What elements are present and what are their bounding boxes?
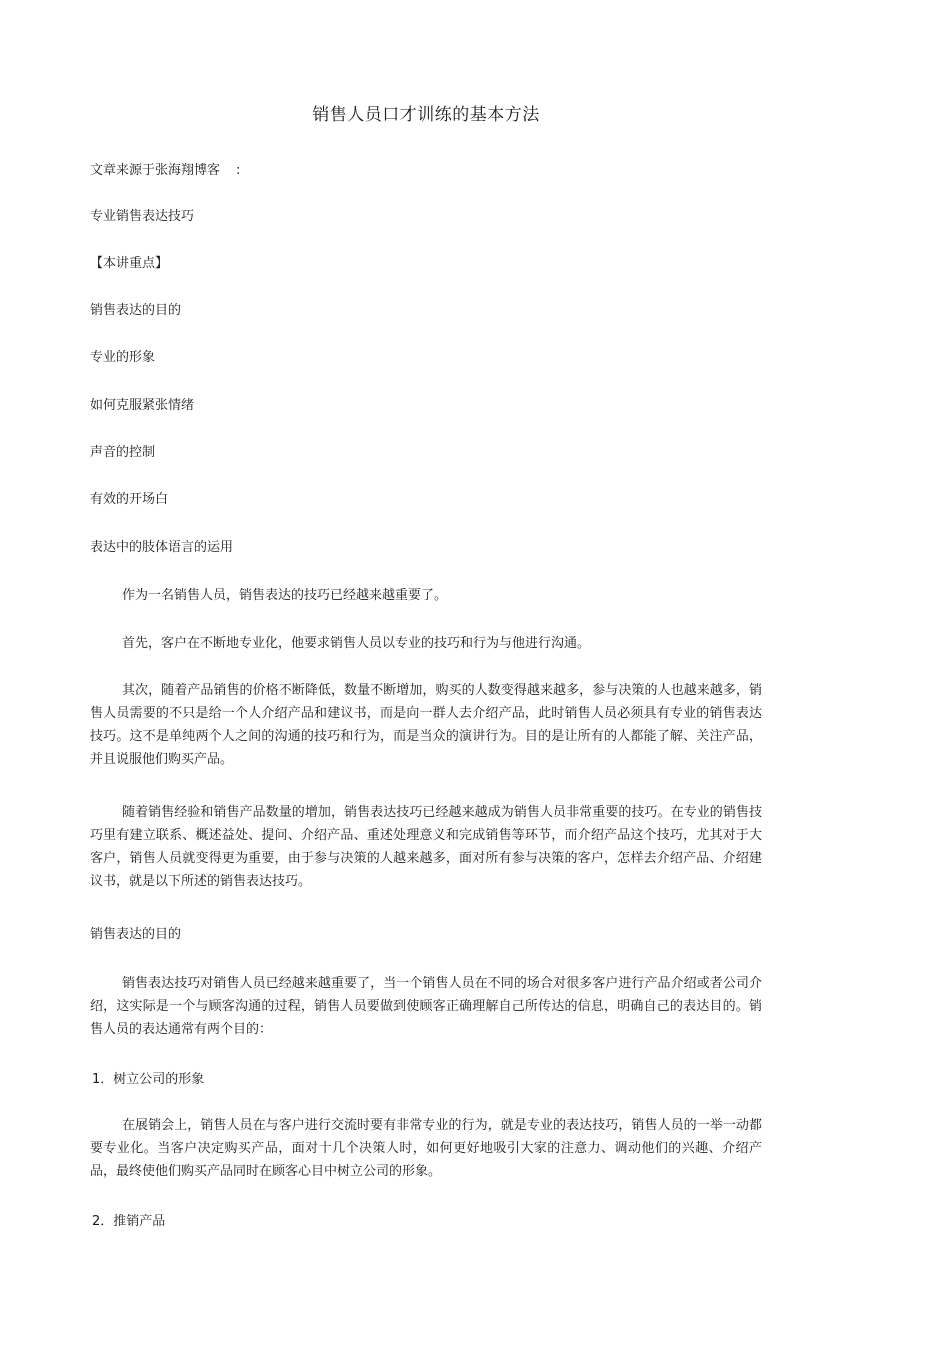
numbered-heading: 1．树立公司的形象 bbox=[92, 1072, 205, 1087]
body-paragraph: 在展销会上，销售人员在与客户进行交流时要有非常专业的行为，就是专业的表达技巧，销售人员的一举一动都要专业化。当客户决定购买产品，面对十几个决策人时，如何更好地吸引大家的注意力、调动他们的兴趣、介绍产品，最终使他们购买产品同时在顾客心目中树立公司的形象。 bbox=[90, 1118, 762, 1179]
key-point-item: 如何克服紧张情绪 bbox=[90, 398, 195, 413]
source-line bbox=[90, 161, 240, 181]
numbered-heading: 2．推销产品 bbox=[92, 1214, 166, 1229]
source-label: 文章来源于张海翔博客 bbox=[90, 163, 221, 178]
subtitle: 专业销售表达技巧 bbox=[90, 209, 195, 224]
body-paragraph: 其次，随着产品销售的价格不断降低，数量不断增加，购买的人数变得越来越多，参与决策的人也越来越多，销售人员需要的不只是给一个人介绍产品和建议书，而是向一群人去介绍产品，此时销售人员必须具有专业的销售表达技巧。这不是单纯两个人之间的沟通的技巧和行为，而是当众的演讲行为。目的是让所有的人都能了解、关注产品，并且说服他们购买产品。 bbox=[90, 683, 762, 767]
key-points-heading: 【本讲重点】 bbox=[90, 256, 169, 271]
source-colon: : bbox=[236, 163, 241, 178]
body-paragraph: 首先，客户在不断地专业化，他要求销售人员以专业的技巧和行为与他进行沟通。 bbox=[122, 636, 591, 651]
key-point-item: 有效的开场白 bbox=[90, 492, 169, 507]
body-paragraph: 销售表达技巧对销售人员已经越来越重要了，当一个销售人员在不同的场合对很多客户进行产品介绍或者公司介绍，这实际是一个与顾客沟通的过程，销售人员要做到使顾客正确理解自己所传达的信息，明确自己的表达目的。销售人员的表达通常有两个目的： bbox=[90, 976, 762, 1037]
key-point-item: 销售表达的目的 bbox=[90, 303, 182, 318]
document-title: 销售人员口才训练的基本方法 bbox=[312, 105, 540, 125]
body-paragraph: 作为一名销售人员，销售表达的技巧已经越来越重要了。 bbox=[122, 588, 448, 603]
body-paragraph: 随着销售经验和销售产品数量的增加，销售表达技巧已经越来越成为销售人员非常重要的技巧。在专业的销售技巧里有建立联系、概述益处、提问、介绍产品、重述处理意义和完成销售等环节，而介绍产品这个技巧，尤其对于大客户，销售人员就变得更为重要，由于参与决策的人越来越多，面对所有参与决策的客户，怎样去介绍产品、介绍建议书，就是以下所述的销售表达技巧。 bbox=[90, 805, 762, 889]
key-point-item: 表达中的肢体语言的运用 bbox=[90, 540, 234, 555]
key-point-item: 专业的形象 bbox=[90, 350, 156, 365]
key-point-item: 声音的控制 bbox=[90, 445, 156, 460]
section-heading: 销售表达的目的 bbox=[90, 927, 182, 942]
